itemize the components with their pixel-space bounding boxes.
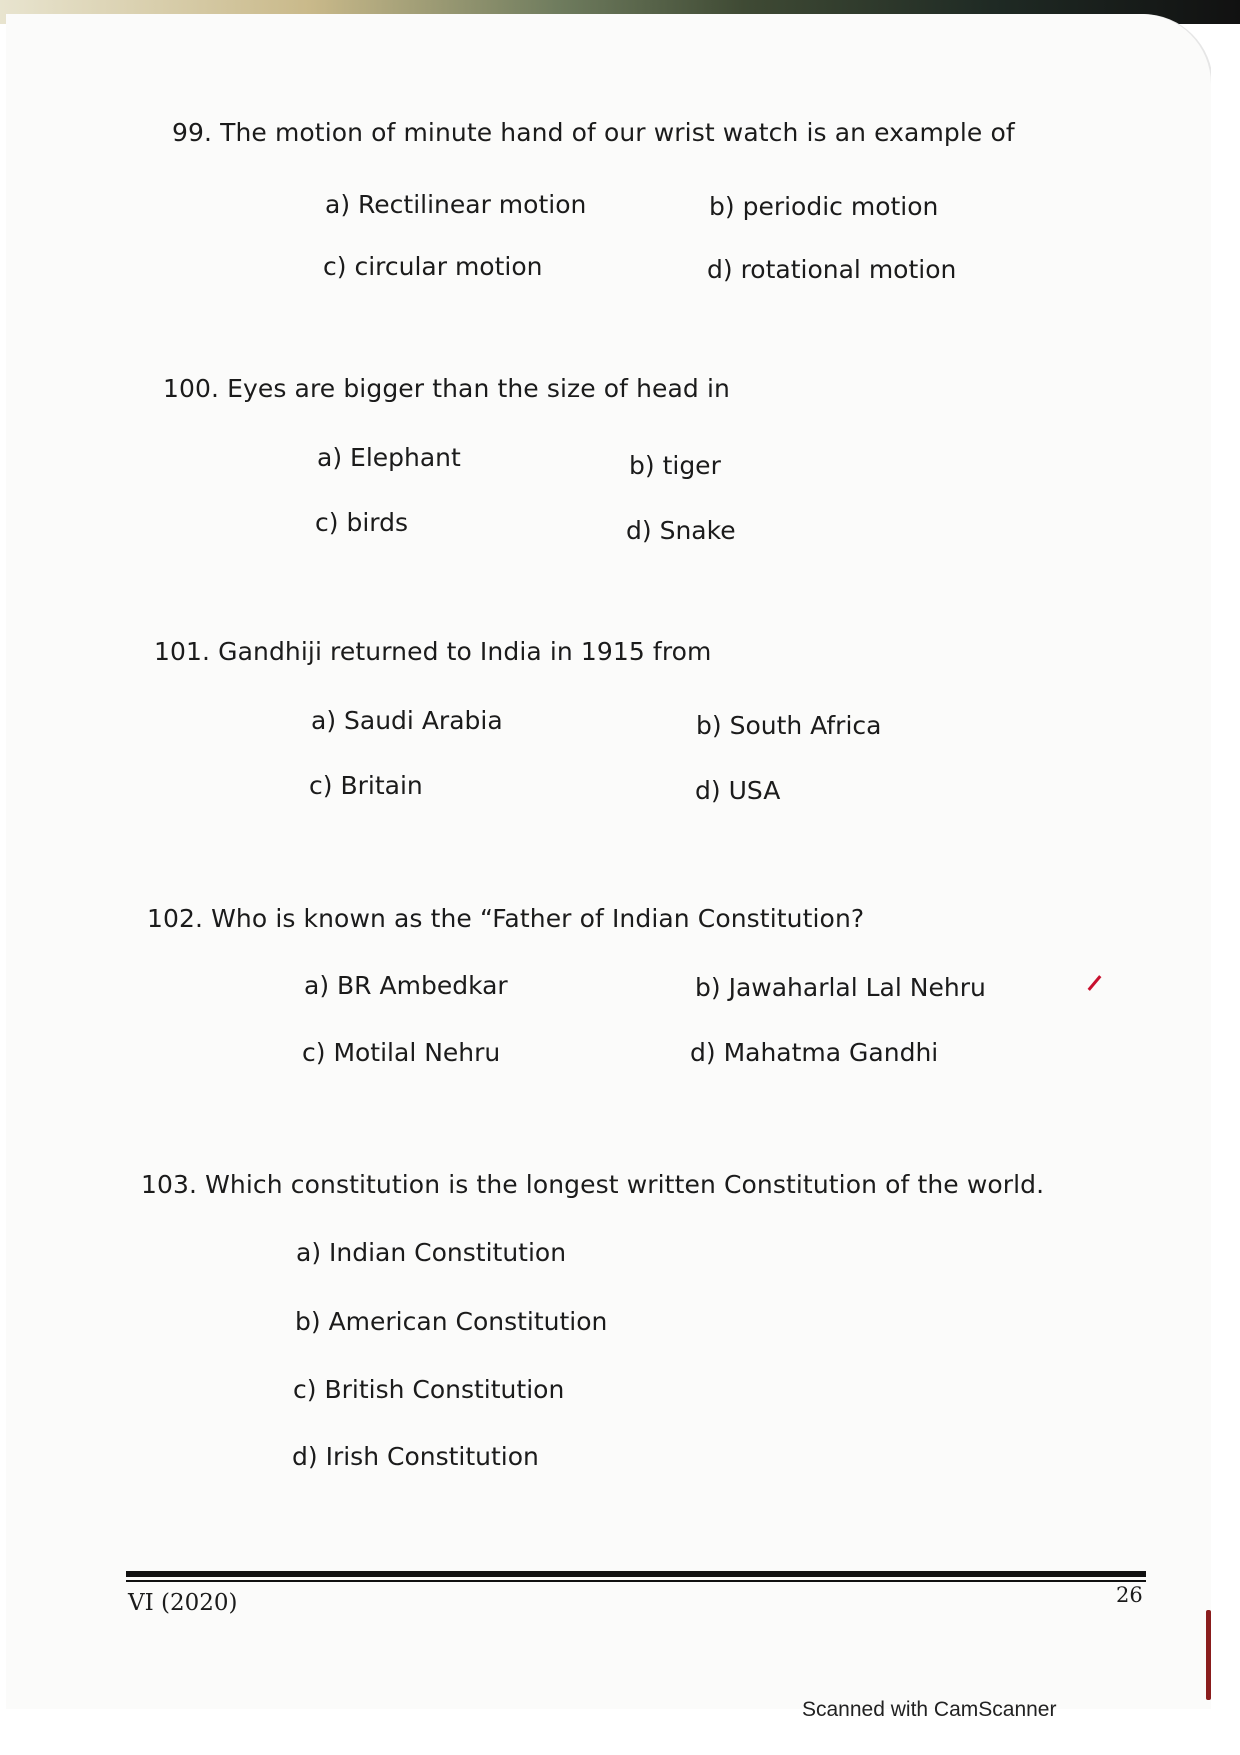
footer-class-year: VI (2020) [128, 1590, 238, 1616]
q103-option-a: a) Indian Constitution [296, 1238, 567, 1267]
page-number: 26 [1116, 1583, 1143, 1607]
q102-option-c: c) Motilal Nehru [302, 1038, 501, 1067]
q103-option-d: d) Irish Constitution [292, 1442, 539, 1471]
q101-option-b: b) South Africa [696, 711, 882, 740]
q99-option-a: a) Rectilinear motion [325, 190, 587, 219]
page-sheet [6, 14, 1211, 1709]
footer-rule-thin [126, 1580, 1146, 1582]
binding-edge [1206, 1610, 1211, 1700]
q103-option-c: c) British Constitution [293, 1375, 565, 1404]
q99-option-c: c) circular motion [323, 252, 543, 281]
page-right-margin [1211, 40, 1240, 1755]
q101-option-c: c) Britain [309, 771, 423, 800]
q102-option-d: d) Mahatma Gandhi [690, 1038, 939, 1067]
question-102: 102. Who is known as the “Father of Indian Constitution? [147, 904, 865, 933]
q103-option-b: b) American Constitution [295, 1307, 608, 1336]
q100-option-c: c) birds [315, 508, 408, 537]
question-101: 101. Gandhiji returned to India in 1915 from [154, 637, 712, 666]
q100-option-a: a) Elephant [317, 443, 461, 472]
question-103: 103. Which constitution is the longest written Constitution of the world. [141, 1170, 1045, 1199]
question-99: 99. The motion of minute hand of our wrist watch is an example of [172, 118, 1015, 147]
q102-option-a: a) BR Ambedkar [304, 971, 508, 1000]
scanner-watermark: Scanned with CamScanner [802, 1698, 1057, 1721]
footer-rule-thick [126, 1571, 1146, 1577]
q101-option-a: a) Saudi Arabia [311, 706, 503, 735]
q100-option-d: d) Snake [626, 516, 736, 545]
q100-option-b: b) tiger [629, 451, 721, 480]
q101-option-d: d) USA [695, 776, 781, 805]
q99-option-b: b) periodic motion [709, 192, 939, 221]
q99-option-d: d) rotational motion [707, 255, 957, 284]
q102-option-b: b) Jawaharlal Lal Nehru [695, 973, 986, 1002]
question-100: 100. Eyes are bigger than the size of head in [163, 374, 730, 403]
